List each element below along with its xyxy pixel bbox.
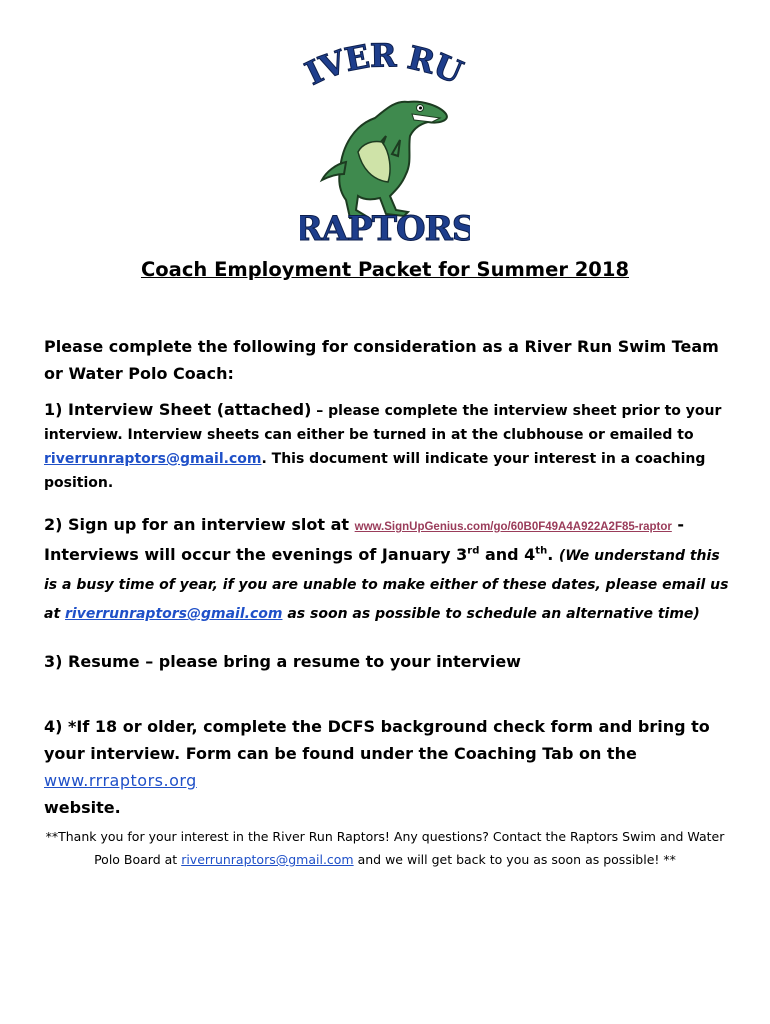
item-dcfs: [44, 713, 734, 821]
item-resume: 3) Resume – please bring a resume to your interview: [44, 652, 521, 671]
item-text: 4) *If 18 or older, complete the DCFS background check form and bring to your interview. Form can be found under the Coaching Tab on the: [44, 717, 710, 763]
item-text: .: [547, 545, 559, 564]
email-link[interactable]: riverrunraptors@gmail.com: [181, 852, 354, 867]
item-interview-sheet: [44, 398, 734, 495]
rrraptors-website-link[interactable]: www.rrraptors.org: [44, 771, 197, 790]
item-text: – please complete the interview sheet prior to your interview. Interview sheets can either be turned in at the clubhouse or emailed to: [44, 403, 722, 443]
intro-paragraph: Please complete the following for consideration as a River Run Swim Team or Water Polo Coach:: [44, 337, 719, 383]
raptor-mascot-icon: [300, 40, 470, 250]
note-tail: and we will get back to you as soon as possible! **: [353, 852, 676, 867]
svg-text:RIVER RUN: IVER RU: [300, 40, 468, 93]
svg-text:RAPTORS: RAPTORS: [300, 209, 470, 249]
item-text: Interviews will occur the evenings of January 3: [44, 545, 468, 564]
email-link[interactable]: riverrunraptors@gmail.com: [44, 451, 262, 467]
item-italic-tail: as soon as possible to schedule an alternative time): [282, 606, 700, 622]
signupgenius-link[interactable]: www.SignUpGenius.com/go/60B0F49A4A922A2F85-raptor: [354, 521, 672, 533]
superscript-rd: rd: [467, 545, 480, 557]
item-italic-note: (We understand this is a busy time of year, if you are unable to make either of these dates, please email us at: [44, 548, 729, 622]
superscript-th: th: [535, 545, 548, 557]
thank-you-note: [40, 825, 730, 871]
item-text: and 4: [479, 545, 536, 564]
item-signup: [44, 511, 734, 628]
note-text: **Thank you for your interest in the River Run Raptors! Any questions? Contact the Raptors Swim and Water Polo Board at: [45, 829, 725, 867]
item-heading: 1) Interview Sheet (attached): [44, 400, 312, 419]
email-link[interactable]: riverrunraptors@gmail.com: [65, 606, 283, 622]
dash: -: [671, 515, 685, 534]
item-text-tail: website.: [44, 798, 121, 817]
page-title: Coach Employment Packet for Summer 2018: [140, 258, 630, 281]
item-heading: 2) Sign up for an interview slot at: [44, 515, 355, 534]
river-run-raptors-logo: [300, 40, 470, 250]
item-text-tail: . This document will indicate your interest in a coaching position.: [44, 451, 706, 491]
